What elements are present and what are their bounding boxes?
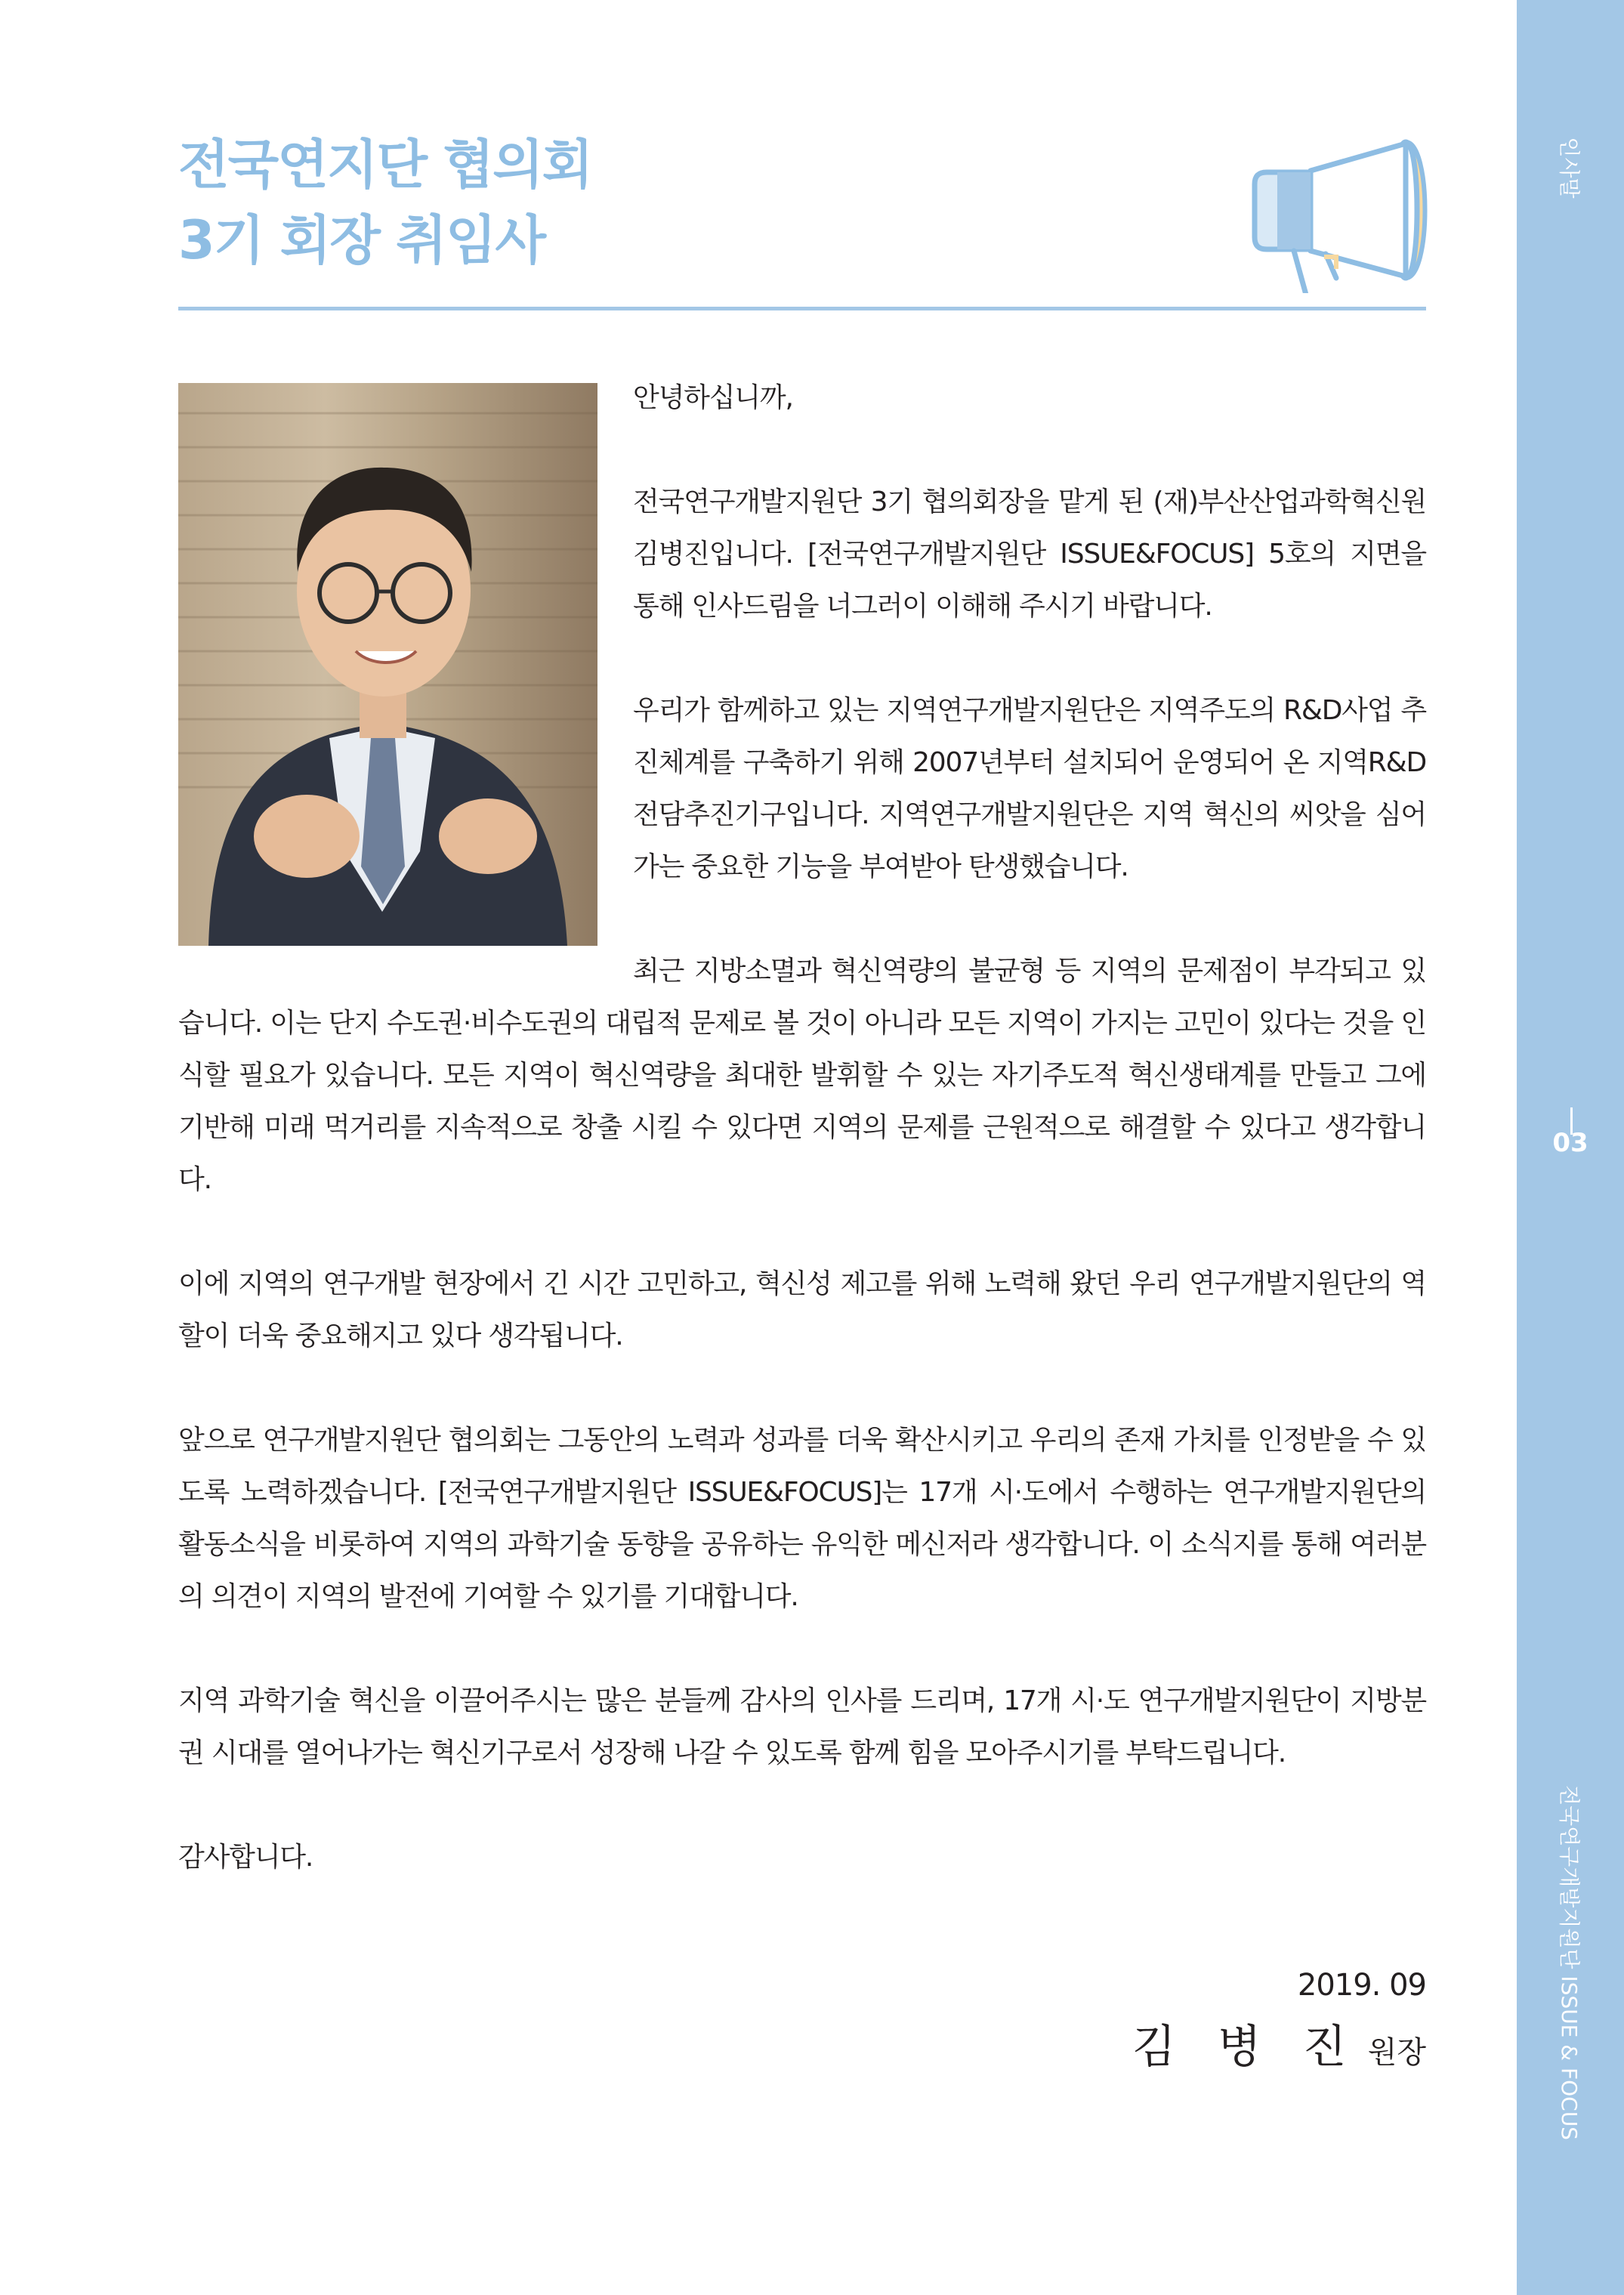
body-paragraph-4: 이에 지역의 연구개발 현장에서 긴 시간 고민하고, 혁신성 제고를 위해 노력해 왔던 우리 연구개발지원단의 역할이 더욱 중요해지고 있다 생각됩니다. bbox=[178, 1268, 1426, 1351]
body-paragraph-2: 우리가 함께하고 있는 지역연구개발지원단은 지역주도의 R&D사업 추진체계를 구축하기 위해 2007년부터 설치되어 운영되어 온 지역R&D 전담추진기구입니다. 지역연구개발지원단은 지역 혁신의 씨앗을 심어가는 중요한 기능을 부여받아 탄생했습니다. bbox=[633, 695, 1426, 882]
body-paragraph-5: 앞으로 연구개발지원단 협의회는 그동안의 노력과 성과를 더욱 확산시키고 우리의 존재 가치를 인정받을 수 있도록 노력하겠습니다. [전국연구개발지원단 ISSUE&FOCUS]는 17개 시·도에서 수행하는 연구개발지원단의 활동소식을 비롯하여 지역의 과학기술 동향을 공유하는 유익한 메신저라 생각합니다. 이 소식지를 통해 여러분의 의견이 지역의 발전에 기여할 수 있기를 기대합니다. bbox=[178, 1425, 1426, 1612]
body-paragraph-3: 최근 지방소멸과 혁신역량의 불균형 등 지역의 문제점이 부각되고 있습니다. 이는 단지 수도권·비수도권의 대립적 문제로 볼 것이 아니라 모든 지역이 가지는 고민이 있다는 것을 인식할 필요가 있습니다. 모든 지역이 혁신역량을 최대한 발휘할 수 있는 자기주도적 혁신생태계를 만들고 그에 기반해 미래 먹거리를 지속적으로 창출 시킬 수 있다면 지역의 문제를 근원적으로 해결할 수 있다고 생각합니다. bbox=[178, 956, 1426, 1195]
publication-name: 전국연구개발지원단 ISSUE & FOCUS bbox=[1557, 1785, 1582, 2140]
signer-name: 김 병 진 bbox=[1132, 2021, 1360, 2074]
sidebar-section-label: 인사말 bbox=[1557, 137, 1582, 199]
speech-body bbox=[178, 372, 1426, 1935]
body-paragraph-1: 전국연구개발지원단 3기 협의회장을 맡게 된 (재)부산산업과학혁신원 김병진입니다. [전국연구개발지원단 ISSUE&FOCUS] 5호의 지면을 통해 인사드림을 너그러이 이해해 주시기 바랍니다. bbox=[633, 486, 1426, 622]
page-number: 03 bbox=[1552, 1128, 1588, 1158]
sidebar bbox=[1517, 0, 1624, 2295]
title-line-1: 전국연지단 협의회 bbox=[178, 134, 592, 196]
megaphone-icon bbox=[1250, 127, 1431, 293]
title-rule bbox=[178, 307, 1426, 310]
title-line-2: 3기 회장 취임사 bbox=[178, 209, 545, 271]
signature-date: 2019. 09 bbox=[1297, 1968, 1426, 2003]
greeting-paragraph: 안녕하십니까, bbox=[633, 382, 793, 413]
body-paragraph-6: 지역 과학기술 혁신을 이끌어주시는 많은 분들께 감사의 인사를 드리며, 17개 시·도 연구개발지원단이 지방분권 시대를 열어나가는 혁신기구로서 성장해 나갈 수 있도록 함께 힘을 모아주시기를 부탁드립니다. bbox=[178, 1685, 1426, 1768]
signature bbox=[178, 2017, 1426, 2089]
page-title bbox=[178, 127, 591, 278]
closing-paragraph: 감사합니다. bbox=[178, 1842, 313, 1873]
signer-title: 원장 bbox=[1367, 2035, 1426, 2070]
